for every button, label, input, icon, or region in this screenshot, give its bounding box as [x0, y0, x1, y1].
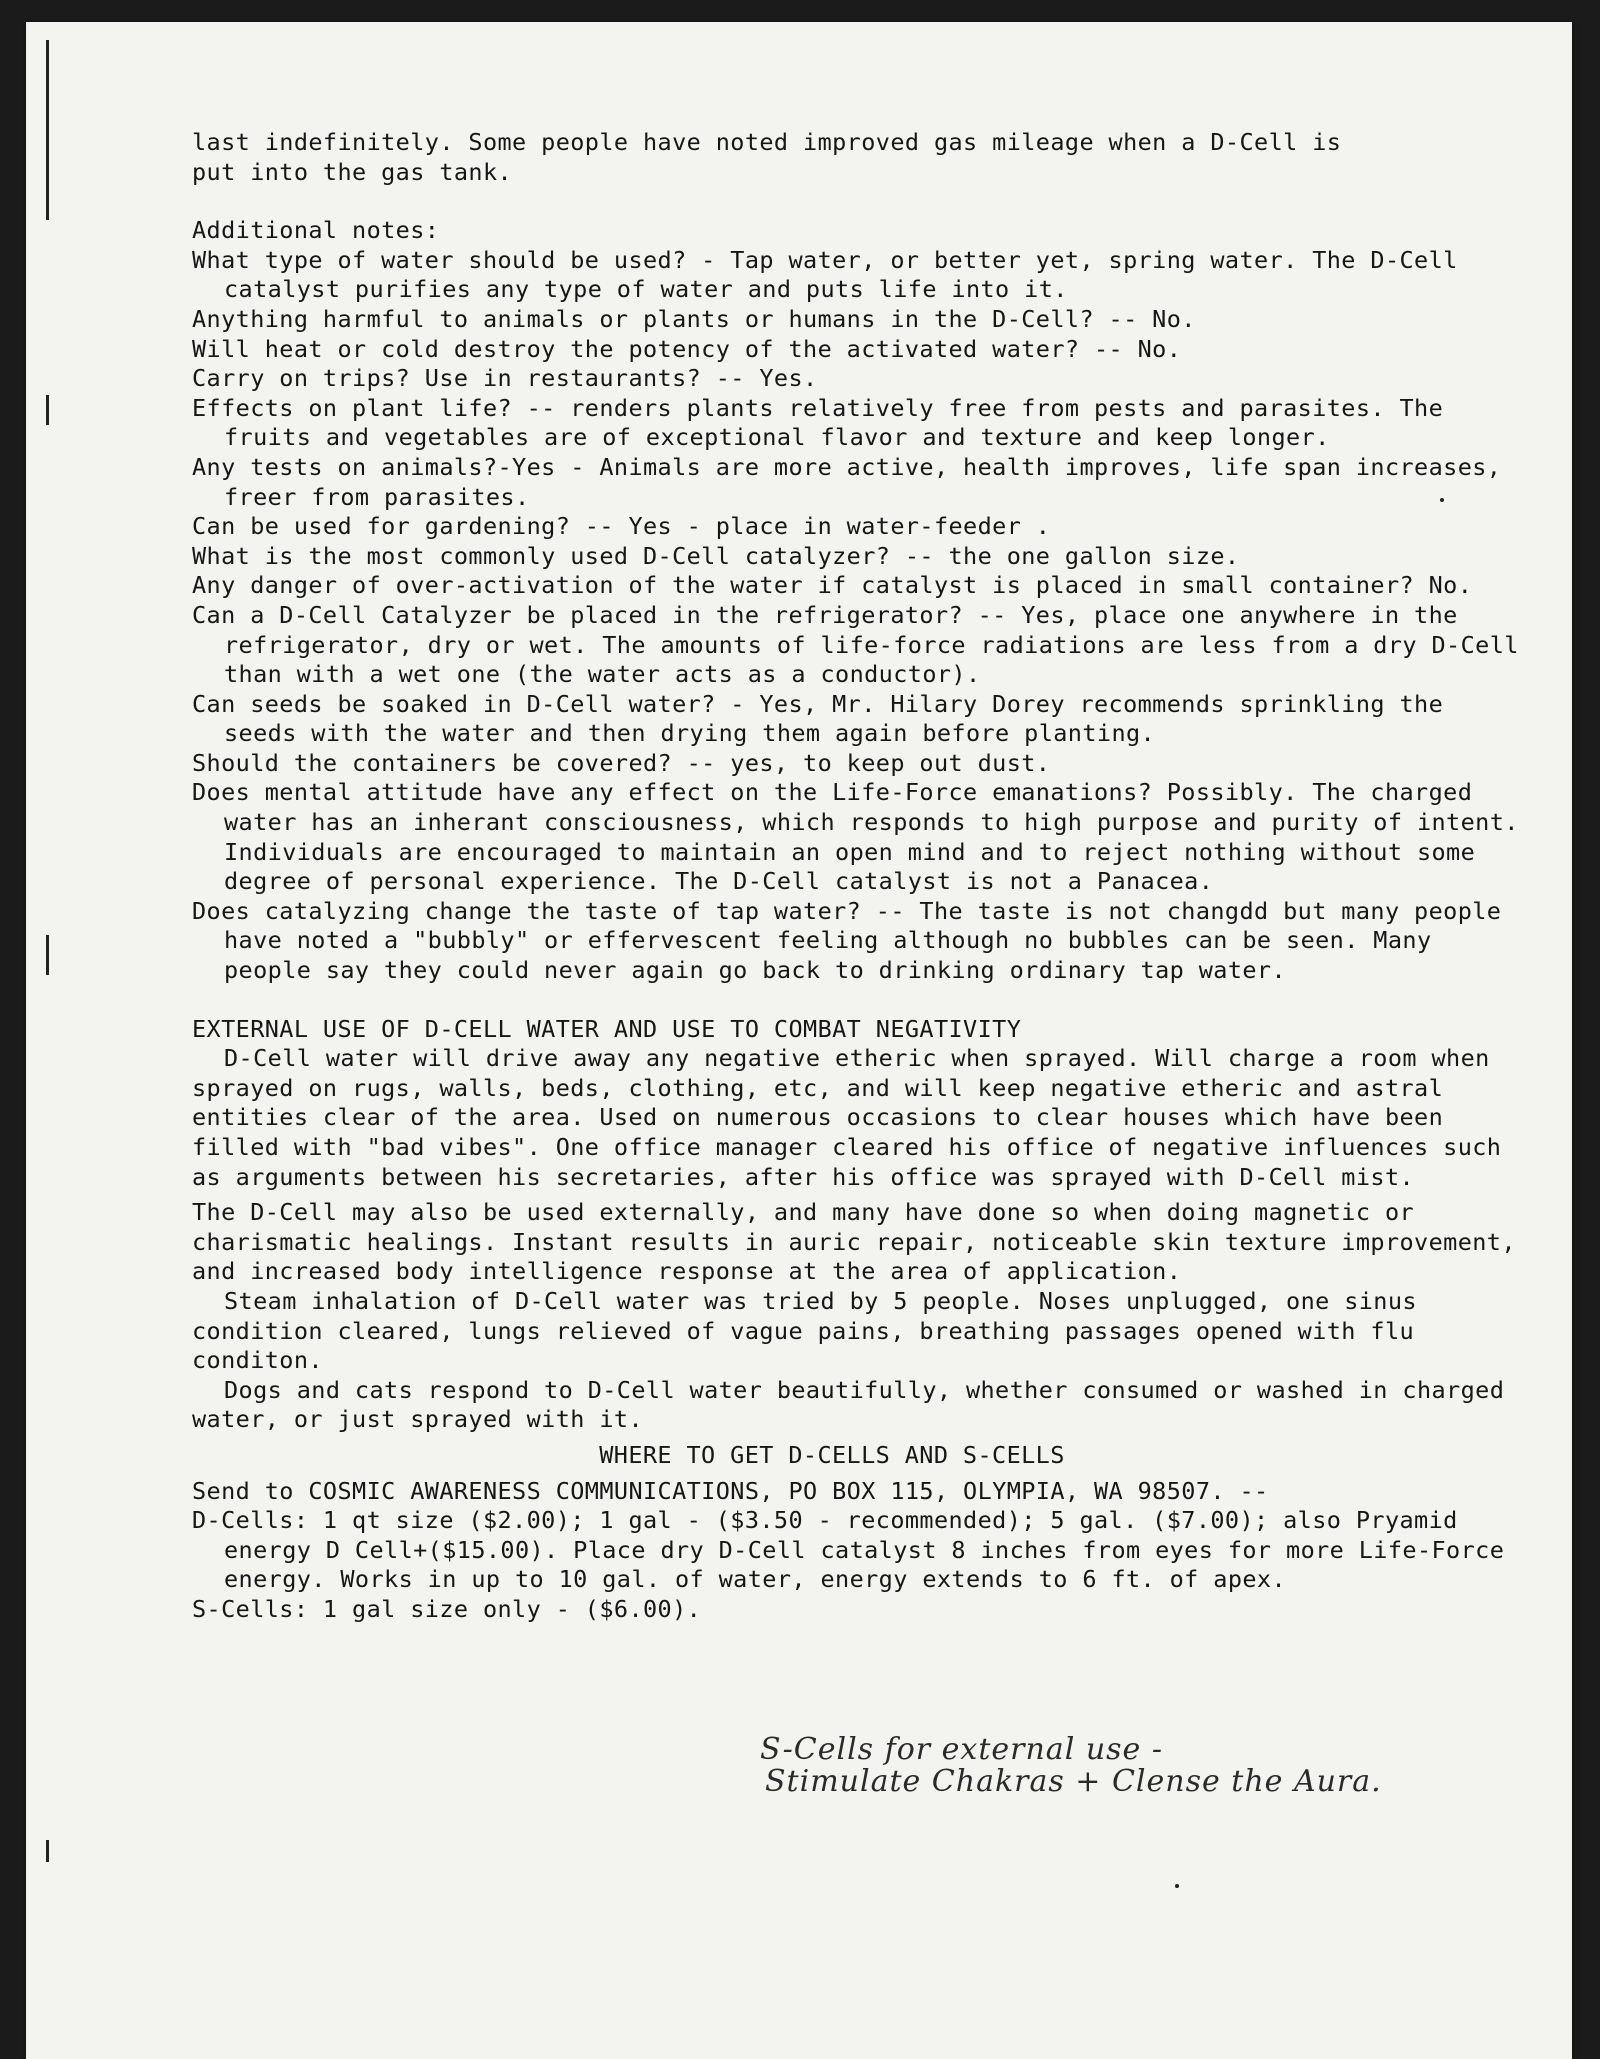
external-paragraph: The D-Cell may also be used externally, and many have done so when doing magnetic or charismatic healings. Instant results in auric repair, noticeable skin texture improvement, and increased body intelligence response at the area of application.: [192, 1198, 1516, 1286]
order-dcells: D-Cells: 1 qt size ($2.00); 1 gal - ($3.50 - recommended); 5 gal. ($7.00); also Pryamid energy D Cell+($15.00). Place dry D-Cell catalyst 8 inches from eyes for more Life-Force energy. Works in up to 10 gal. of water, energy extends to 6 ft. of apex.: [192, 1506, 1505, 1594]
handwritten-note: S-Cells for external use -: [760, 1732, 1163, 1767]
qa-item: Effects on plant life? -- renders plants relatively free from pests and parasites. The fruits and vegetables are of exceptional flavor and texture and keep longer.: [192, 393, 1444, 452]
order-address: Send to COSMIC AWARENESS COMMUNICATIONS, PO BOX 115, OLYMPIA, WA 98507. --: [192, 1476, 1269, 1505]
qa-item: Does mental attitude have any effect on the Life-Force emanations? Possibly. The charged water has an inherant consciousness, which responds to high purpose and purity of intent. Individuals are encouraged to maintain an open mind and to reject nothing without some degree of personal experience. The D-Cell catalyst is not a Panacea.: [192, 778, 1519, 896]
qa-item: What type of water should be used? - Tap water, or better yet, spring water. The D-Cell catalyst purifies any type of water and puts life into it.: [192, 245, 1458, 304]
qa-item: What is the most commonly used D-Cell catalyzer? -- the one gallon size.: [192, 541, 1240, 570]
left-edge-mark: [46, 1840, 49, 1862]
qa-item: Can a D-Cell Catalyzer be placed in the refrigerator? -- Yes, place one anywhere in the refrigerator, dry or wet. The amounts of life-force radiations are less from a dry D-Cell than with a wet one (the water acts as a conductor).: [192, 600, 1519, 689]
qa-item: Can seeds be soaked in D-Cell water? - Yes, Mr. Hilary Dorey recommends sprinkling the seeds with the water and then drying them again before planting.: [192, 689, 1444, 748]
left-edge-mark: [46, 40, 49, 220]
qa-item: Any tests on animals?-Yes - Animals are more active, health improves, life span increases, freer from parasites.: [192, 452, 1502, 511]
notes-title: Additional notes:: [192, 216, 440, 245]
section-heading-where: WHERE TO GET D-CELLS AND S-CELLS: [599, 1440, 1065, 1469]
qa-item: Can be used for gardening? -- Yes - place in water-feeder .: [192, 512, 1051, 541]
qa-item: Any danger of over-activation of the water if catalyst is placed in small container? No.: [192, 571, 1473, 600]
external-paragraph: Dogs and cats respond to D-Cell water beautifully, whether consumed or washed in charged water, or just sprayed with it.: [192, 1375, 1505, 1434]
qa-item: Should the containers be covered? -- yes, to keep out dust.: [192, 748, 1051, 777]
intro-line: put into the gas tank.: [192, 157, 513, 186]
qa-item: Will heat or cold destroy the potency of the activated water? -- No.: [192, 334, 1182, 363]
external-paragraph: D-Cell water will drive away any negative etheric when sprayed. Will charge a room when sprayed on rugs, walls, beds, clothing, etc, and will keep negative etheric and astral entities clear of the area. Used on numerous occasions to clear houses which have been filled with "bad vibes". One office manager cleared his office of negative influences such as arguments between his secretaries, after his office was sprayed with D-Cell mist.: [192, 1044, 1502, 1191]
handwritten-note: Stimulate Chakras + Clense the Aura.: [765, 1764, 1382, 1799]
qa-item: Anything harmful to animals or plants or humans in the D-Cell? -- No.: [192, 304, 1196, 333]
section-heading-external: EXTERNAL USE OF D-CELL WATER AND USE TO COMBAT NEGATIVITY: [192, 1014, 1022, 1043]
external-paragraph: Steam inhalation of D-Cell water was tried by 5 people. Noses unplugged, one sinus condition cleared, lungs relieved of vague pains, breathing passages opened with flu conditon.: [192, 1286, 1417, 1375]
order-scells: S-Cells: 1 gal size only - ($6.00).: [192, 1594, 702, 1623]
ink-speck: [1175, 1884, 1179, 1888]
left-edge-mark: [46, 935, 49, 975]
left-edge-mark: [46, 395, 49, 425]
intro-line: last indefinitely. Some people have noted improved gas mileage when a D-Cell is: [192, 128, 1342, 156]
qa-item: Does catalyzing change the taste of tap water? -- The taste is not changdd but many people have noted a "bubbly" or effervescent feeling although no bubbles can be seen. Many people say they could never again go back to drinking ordinary tap water.: [192, 896, 1502, 985]
ink-speck: [1440, 498, 1444, 502]
document-body: [192, 128, 1522, 1625]
qa-item: Carry on trips? Use in restaurants? -- Yes.: [192, 364, 818, 393]
